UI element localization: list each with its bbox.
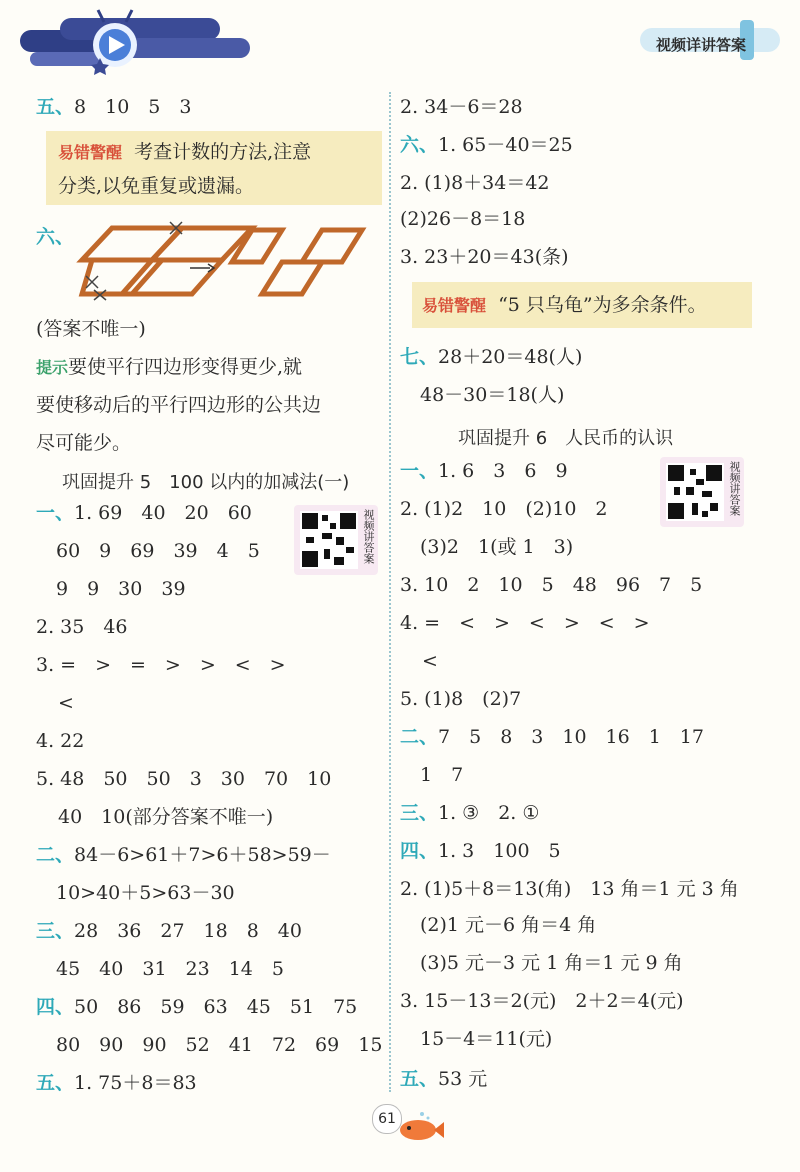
warning-text-2: 分类,以免重复或遗漏。 bbox=[58, 175, 255, 197]
qr-code-icon bbox=[300, 511, 358, 569]
b3-line: 三、1. ③ 2. ① bbox=[400, 802, 540, 824]
q1-line-1: 一、1. 69 40 20 60 bbox=[36, 502, 252, 524]
q3-line-1: 3. = > = > > < > bbox=[36, 654, 286, 676]
e3-line-1: 三、28 36 27 18 8 40 bbox=[36, 920, 302, 942]
e3-line-2: 45 40 31 23 14 5 bbox=[56, 958, 284, 980]
b4-line-3: (2)1 元－6 角＝4 角 bbox=[420, 914, 597, 936]
header-title: 视频详讲答案 bbox=[656, 36, 747, 54]
warning-box-1 bbox=[46, 131, 382, 205]
b4-line-1: 四、1. 3 100 5 bbox=[400, 840, 561, 862]
left-section-5: 五、8 10 5 3 bbox=[36, 96, 192, 118]
qr-label: 视频讲答案 bbox=[362, 509, 375, 564]
q5-line-1: 5. 48 50 50 3 30 70 10 bbox=[36, 768, 332, 790]
r7-line-1: 七、28＋20＝48(人) bbox=[400, 346, 583, 368]
page-number: 61 bbox=[378, 1111, 396, 1127]
warning-text-1: 考查计数的方法,注意 bbox=[134, 141, 312, 163]
b4-line-4: (3)5 元－3 元 1 角＝1 元 9 角 bbox=[420, 952, 683, 974]
q4-line: 4. 22 bbox=[36, 730, 85, 752]
qr-code-icon bbox=[666, 463, 724, 521]
left-section-6-marker: 六、 bbox=[36, 226, 75, 248]
r6-line-1: 六、1. 65－40＝25 bbox=[400, 134, 573, 156]
column-divider bbox=[389, 92, 391, 1092]
a4-line-2: < bbox=[422, 650, 438, 672]
r6-line-4: 3. 23＋20＝43(条) bbox=[400, 246, 569, 268]
e5-line-1: 五、1. 75＋8＝83 bbox=[36, 1072, 197, 1094]
q2-line: 2. 35 46 bbox=[36, 616, 128, 638]
b4-line-5: 3. 15－13＝2(元) 2＋2＝4(元) bbox=[400, 990, 684, 1012]
a2-line-1: 2. (1)2 10 (2)10 2 bbox=[400, 498, 608, 520]
a3-line: 3. 10 2 10 5 48 96 7 5 bbox=[400, 574, 703, 596]
r-line-1: 2. 34－6＝28 bbox=[400, 96, 523, 118]
q3-line-2: < bbox=[58, 692, 74, 714]
tip-line-3: 尽可能少。 bbox=[36, 432, 132, 454]
matchstick-figure bbox=[72, 218, 372, 308]
b2-line-2: 1 7 bbox=[420, 764, 464, 786]
e4-line-2: 80 90 90 52 41 72 69 15 bbox=[56, 1034, 383, 1056]
tip-line-2: 要使移动后的平行四边形的公共边 bbox=[36, 394, 322, 416]
answer-note: (答案不唯一) bbox=[36, 318, 146, 340]
b4-line-6: 15－4＝11(元) bbox=[420, 1028, 553, 1050]
warning-tag: 易错警醒 bbox=[58, 143, 123, 162]
warning-text-3: “5 只乌龟”为多余条件。 bbox=[498, 294, 707, 316]
warning-tag-2: 易错警醒 bbox=[422, 296, 487, 315]
a4-line-1: 4. = < > < > < > bbox=[400, 612, 650, 634]
qr-code-right[interactable] bbox=[660, 457, 744, 527]
tip-line-1: 提示要使平行四边形变得更少,就 bbox=[36, 356, 303, 378]
a1-line: 一、1. 6 3 6 9 bbox=[400, 460, 568, 482]
q5-line-2: 40 10(部分答案不唯一) bbox=[58, 806, 274, 828]
r6-line-2: 2. (1)8＋34＝42 bbox=[400, 172, 550, 194]
q1-line-2: 60 9 69 39 4 5 bbox=[56, 540, 260, 562]
fish-icon bbox=[398, 1110, 444, 1144]
header-banner bbox=[0, 0, 800, 80]
qr-code-left[interactable] bbox=[294, 505, 378, 575]
unit-5-title: 巩固提升 5 100 以内的加减法(一) bbox=[62, 472, 350, 493]
b4-line-2: 2. (1)5＋8＝13(角) 13 角＝1 元 3 角 bbox=[400, 878, 739, 900]
q1-line-3: 9 9 30 39 bbox=[56, 578, 186, 600]
warning-box-2 bbox=[412, 282, 752, 328]
qr-label: 视频讲答案 bbox=[728, 461, 741, 516]
a5-line: 5. (1)8 (2)7 bbox=[400, 688, 522, 710]
e2-line-2: 10>40＋5>63－30 bbox=[56, 882, 235, 904]
tip-tag: 提示 bbox=[36, 358, 69, 377]
r7-line-2: 48－30＝18(人) bbox=[420, 384, 565, 406]
unit-6-title: 巩固提升 6 人民币的认识 bbox=[458, 428, 674, 449]
a2-line-2: (3)2 1(或 1 3) bbox=[420, 536, 574, 558]
b5-line: 五、53 元 bbox=[400, 1068, 488, 1090]
e4-line-1: 四、50 86 59 63 45 51 75 bbox=[36, 996, 358, 1018]
r6-line-3: (2)26－8＝18 bbox=[400, 208, 526, 230]
e2-line-1: 二、84－6>61＋7>6＋58>59－ bbox=[36, 844, 331, 866]
b2-line-1: 二、7 5 8 3 10 16 1 17 bbox=[400, 726, 704, 748]
